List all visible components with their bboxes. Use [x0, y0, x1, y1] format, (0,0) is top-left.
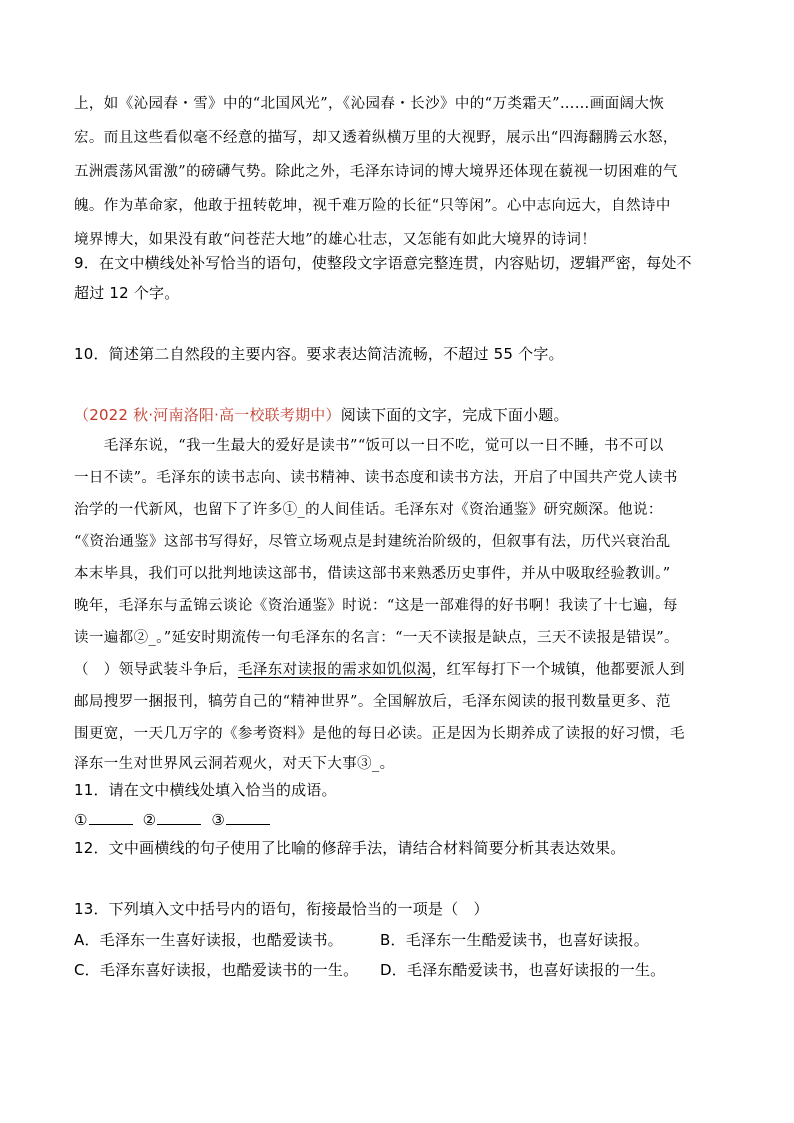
- blank-3-label: ③: [211, 811, 225, 829]
- passage-a-line-4: 魄。作为革命家，他敢于扭转乾坤，视千难万险的长征“只等闲”。心中志向远大，自然诗中: [74, 198, 671, 214]
- passage-a-line-1: 上，如《沁园春・雪》中的“北国风光”，《沁园春・长沙》中的“万类霜天”……画面阔大恢: [74, 96, 665, 112]
- option-b[interactable]: B．毛泽东一生酷爱读书，也喜好读报。: [380, 931, 649, 949]
- passage-b-line-11: 泽东一生对世界风云洞若观火，对天下大事③_。: [74, 756, 395, 772]
- passage-b-line-1: 毛泽东说，“我一生最大的爱好是读书”“饭可以一日不吃，觉可以一日不睡，书不可以: [74, 438, 664, 454]
- passage-b-line-6: 晚年，毛泽东与孟锦云谈论《资治通鉴》时说：“这是一部难得的好书啊！我读了十七遍，每: [74, 598, 678, 614]
- passage-b-line-7: 读一遍都②_。”延安时期流传一句毛泽东的名言：“一天不读报是缺点，三天不读报是错误”。: [74, 630, 679, 646]
- passage-b-line-3: 治学的一代新风，也留下了许多①_的人间佳话。毛泽东对《资治通鉴》研究颇深。他说：: [74, 502, 663, 518]
- passage-b-line-9: 邮局搜罗一捆报刊，犒劳自己的“精神世界”。全国解放后，毛泽东阅读的报刊数量更多、范: [74, 694, 671, 710]
- passage-b-line-10: 围更宽，一天几万字的《参考资料》是他的每日必读。正是因为长期养成了读报的好习惯，毛: [74, 726, 685, 742]
- question-10: 10．简述第二自然段的主要内容。要求表达简洁流畅，不超过 55 个字。: [74, 345, 564, 363]
- question-11: 11．请在文中横线处填入恰当的成语。: [74, 781, 337, 799]
- blank-1-label: ①: [74, 811, 88, 829]
- passage-b-line-8: [74, 658, 734, 682]
- answer-blank-2[interactable]: [157, 806, 201, 825]
- passage-b-line-5: 本末毕具，我们可以批判地读这部书，借读这部书来熟悉历史事件，并从中吸取经验教训。”: [74, 566, 671, 582]
- question-12: 12．文中画横线的句子使用了比喻的修辞手法，请结合材料简要分析其表达效果。: [74, 839, 626, 857]
- passage-a-line-2: 宏。而且这些看似毫不经意的描写，却又透着纵横万里的大视野，展示出“四海翻腾云水怒，: [74, 130, 678, 146]
- section-heading: [74, 403, 734, 427]
- passage-b-line-4: “《资治通鉴》这部书写得好，尽管立场观点是封建统治阶级的，但叙事有法，历代兴衰治乱: [74, 534, 671, 550]
- answer-blank-3[interactable]: [226, 806, 270, 825]
- line-8-tail: ，红军每打下一个城镇，他都要派人到: [431, 662, 685, 678]
- blank-2-label: ②: [142, 811, 157, 829]
- passage-a-line-3: 五洲震荡风雷激”的磅礴气势。除此之外，毛泽东诗词的博大境界还体现在藐视一切困难的气: [74, 164, 678, 180]
- parenthesis-blank-lead: （ ）领导武装斗争后，: [74, 662, 238, 678]
- answer-blank-1[interactable]: [89, 806, 133, 825]
- passage-a-line-5: 境界博大，如果没有敢“问苍茫大地”的雄心壮志，又怎能有如此大境界的诗词！: [74, 232, 597, 248]
- reading-instruction: 阅读下面的文字，完成下面小题。: [340, 406, 569, 424]
- question-9-line-2: 超过 12 个字。: [74, 284, 180, 302]
- option-a[interactable]: A．毛泽东一生喜好读报，也酷爱读书。: [74, 931, 343, 949]
- question-13: 13．下列填入文中括号内的语句，衔接最恰当的一项是（ ）: [74, 900, 489, 918]
- passage-b-line-2: 一日不读”。毛泽东的读书志向、读书精神、读书态度和读书方法，开启了中国共产党人读书: [74, 470, 678, 486]
- underlined-metaphor-sentence: 毛泽东对读报的需求如饥似渴: [237, 662, 432, 678]
- exam-source: （2022 秋·河南洛阳·高一校联考期中）: [74, 406, 341, 424]
- option-d[interactable]: D．毛泽东酷爱读书，也喜好读报的一生。: [380, 961, 666, 979]
- question-11-blanks: [74, 806, 734, 830]
- question-9-line-1: 9．在文中横线处补写恰当的语句，使整段文字语意完整连贯，内容贴切，逻辑严密，每处不: [74, 254, 692, 272]
- option-c[interactable]: C．毛泽东喜好读报，也酷爱读书的一生。: [74, 961, 359, 979]
